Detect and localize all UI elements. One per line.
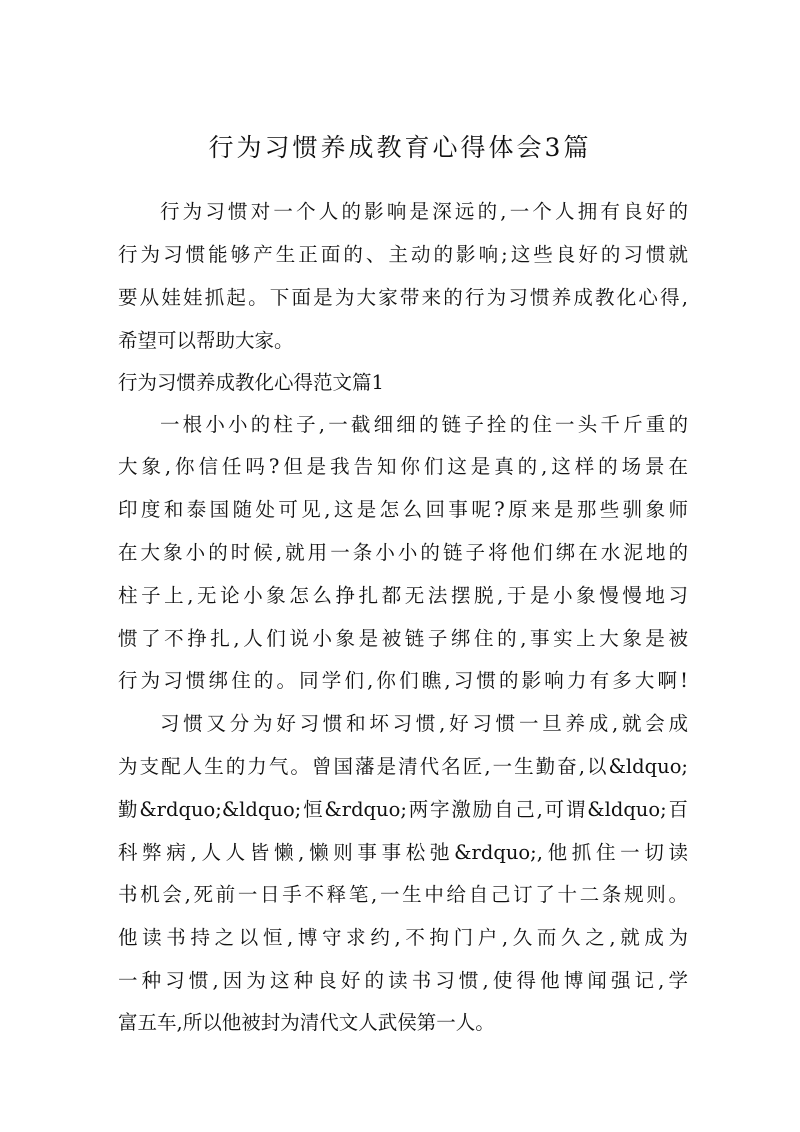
section-heading: 行为习惯养成教化心得范文篇1: [118, 371, 384, 394]
paragraph1-line-5: 柱子上,无论小象怎么挣扎都无法摆脱,于是小象慢慢地习: [118, 584, 688, 607]
paragraph2-line-7: 一种习惯,因为这种良好的读书习惯,使得他博闻强记,学: [118, 969, 688, 992]
paragraph2-line-1: 习惯又分为好习惯和坏习惯,好习惯一旦养成,就会成: [160, 712, 688, 735]
paragraph2-line-3: 勤&rdquo;&ldquo;恒&rdquo;两字激励自己,可谓&ldquo;百: [118, 798, 688, 821]
document-title: 行为习惯养成教育心得体会3篇: [208, 133, 592, 162]
paragraph1-line-6: 惯了不挣扎,人们说小象是被链子绑住的,事实上大象是被: [118, 627, 688, 650]
intro-line-3: 要从娃娃抓起。下面是为大家带来的行为习惯养成教化心得,: [118, 286, 688, 309]
paragraph1-line-2: 大象,你信任吗?但是我告知你们这是真的,这样的场景在: [118, 455, 688, 478]
paragraph2-line-4: 科弊病,人人皆懒,懒则事事松弛&rdquo;,他抓住一切读: [118, 841, 688, 864]
intro-line-4: 希望可以帮助大家。: [118, 329, 294, 352]
paragraph1-line-4: 在大象小的时候,就用一条小小的链子将他们绑在水泥地的: [118, 541, 688, 564]
intro-line-1: 行为习惯对一个人的影响是深远的,一个人拥有良好的: [160, 200, 688, 223]
paragraph1-line-1: 一根小小的柱子,一截细细的链子拴的住一头千斤重的: [160, 413, 688, 436]
paragraph1-line-3: 印度和泰国随处可见,这是怎么回事呢?原来是那些驯象师: [118, 498, 688, 521]
paragraph2-line-5: 书机会,死前一日手不释笔,一生中给自己订了十二条规则。: [118, 883, 688, 906]
intro-line-2: 行为习惯能够产生正面的、主动的影响;这些良好的习惯就: [118, 243, 688, 266]
paragraph2-line-8: 富五车,所以他被封为清代文人武侯第一人。: [118, 1011, 495, 1034]
paragraph2-line-6: 他读书持之以恒,博守求约,不拘门户,久而久之,就成为: [118, 926, 688, 949]
paragraph1-line-7: 行为习惯绑住的。同学们,你们瞧,习惯的影响力有多大啊!: [118, 669, 688, 692]
paragraph2-line-2: 为支配人生的力气。曾国藩是清代名匠,一生勤奋,以&ldquo;: [118, 755, 688, 778]
